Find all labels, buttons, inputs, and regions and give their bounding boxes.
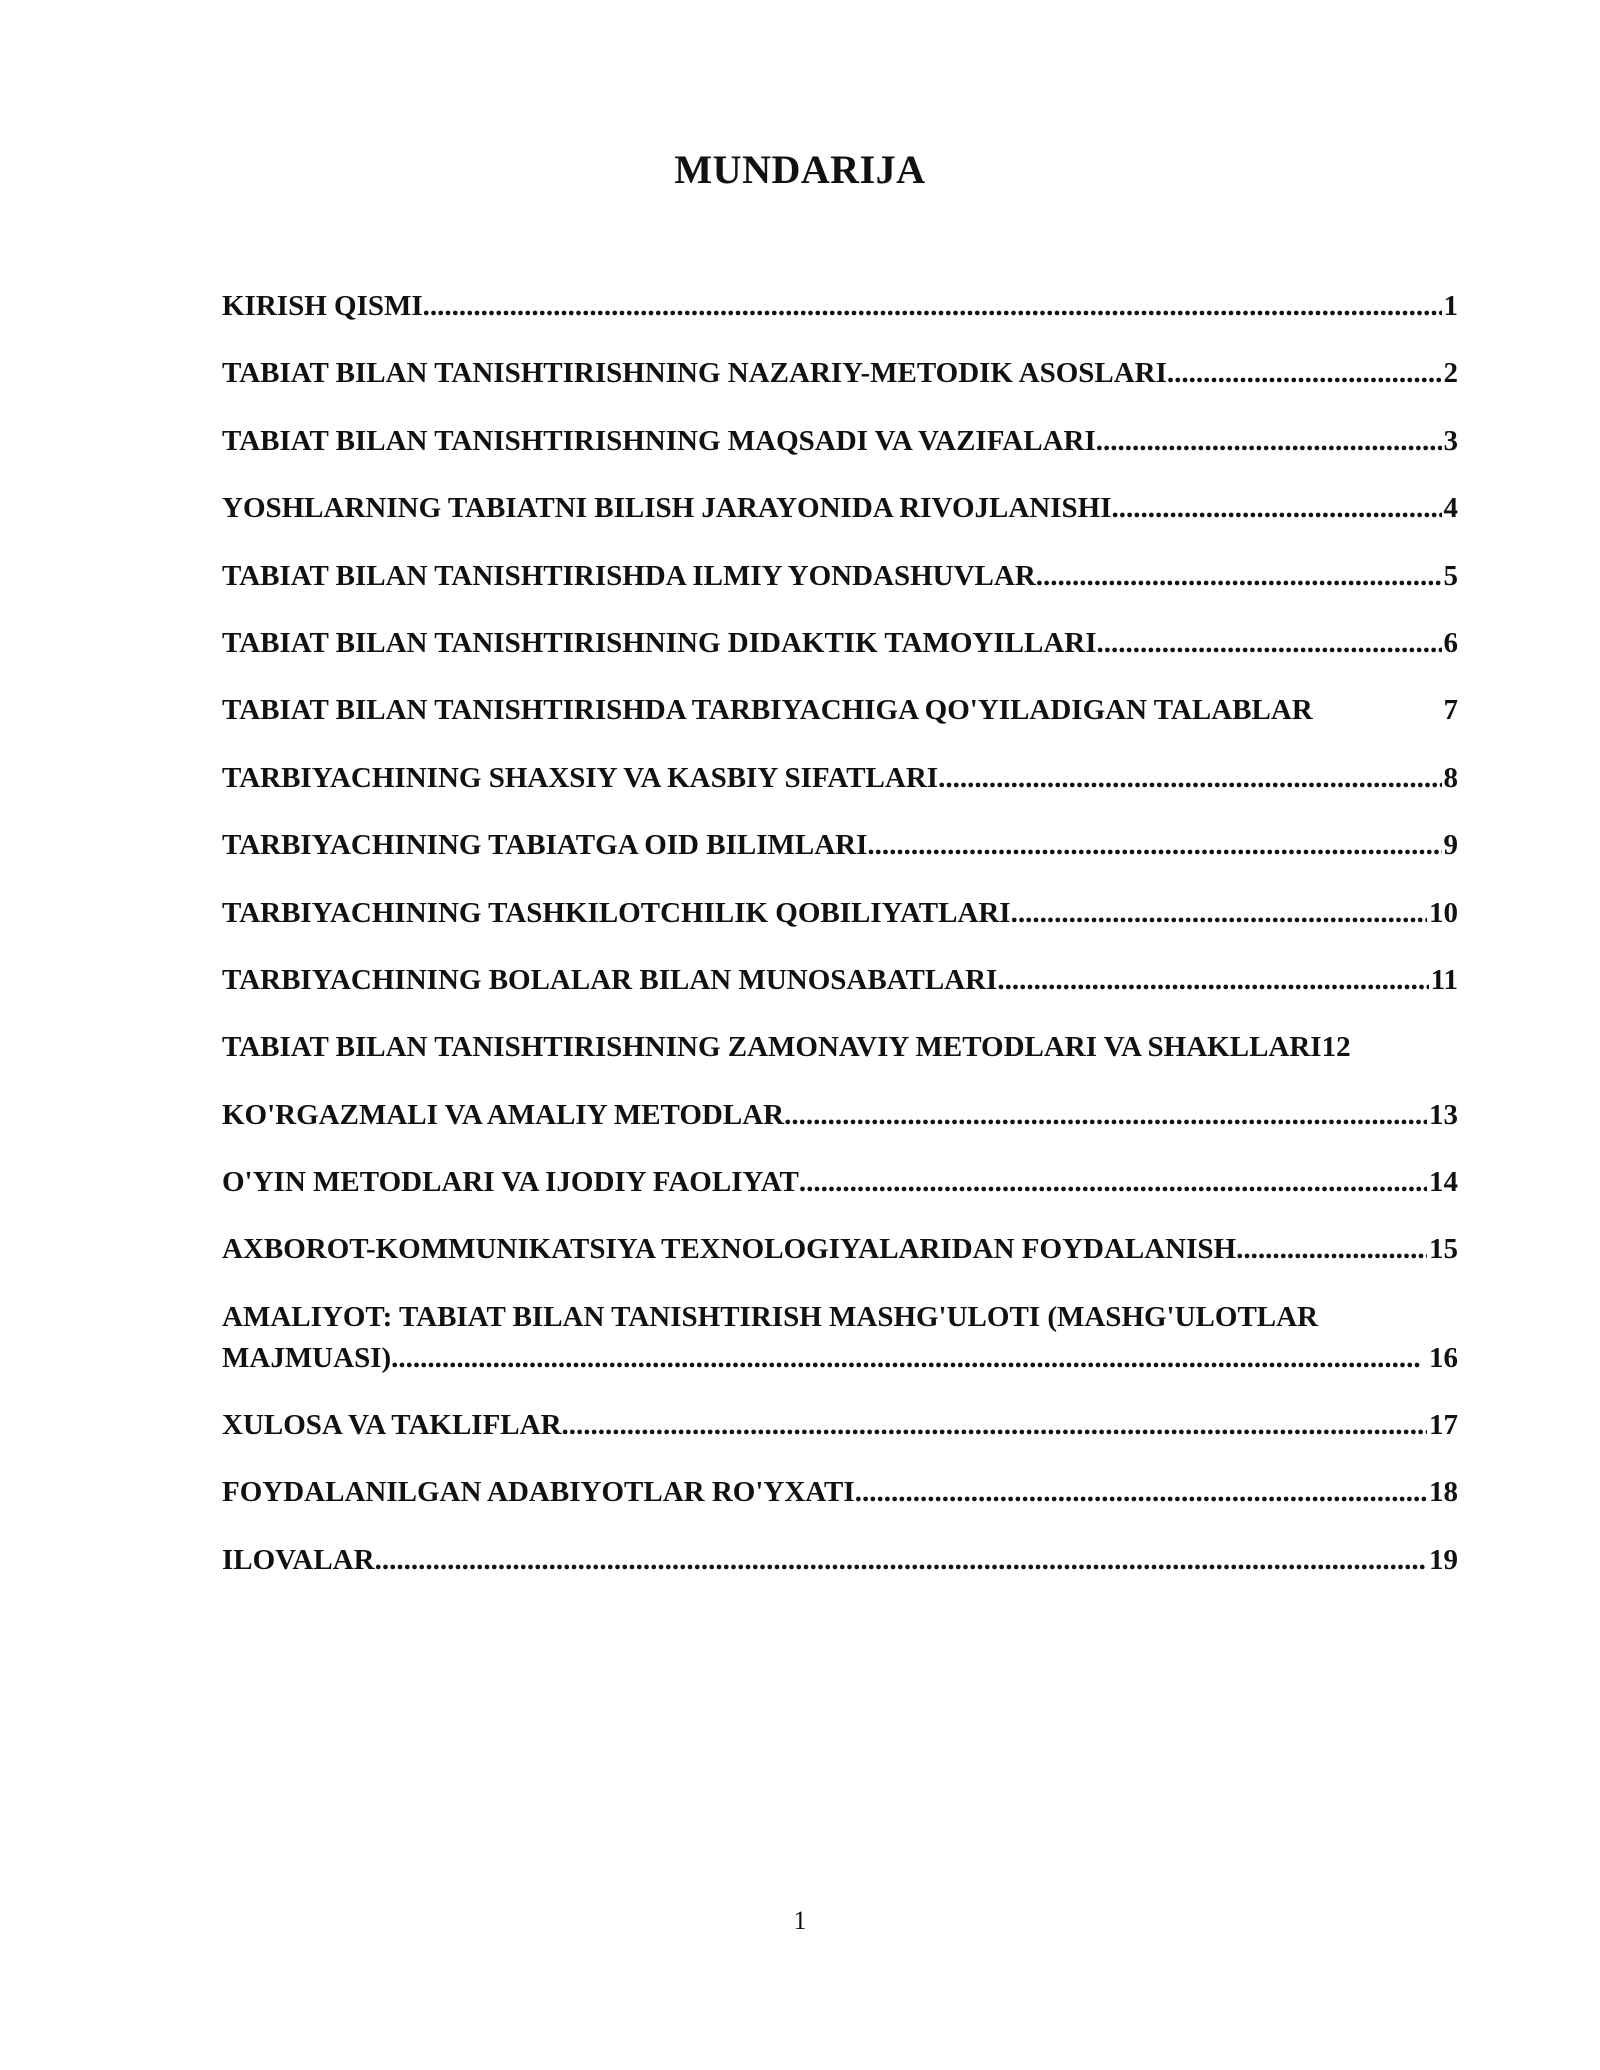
toc-entry-page: 11 xyxy=(1430,963,1458,996)
toc-entry-page: 13 xyxy=(1429,1098,1458,1131)
toc-leader-dots xyxy=(1036,560,1442,593)
toc-leader-dots xyxy=(562,1409,1427,1442)
toc-entry-page: 9 xyxy=(1443,829,1458,862)
toc-entry-maqsadi-vazifalari[interactable] xyxy=(222,425,1458,492)
toc-entry-page: 16 xyxy=(1429,1341,1458,1374)
toc-entry-page: 19 xyxy=(1429,1543,1458,1576)
toc-entry-bolalar-munosabatlari[interactable] xyxy=(222,964,1458,1031)
toc-entry-page: 12 xyxy=(1321,1031,1351,1064)
toc-leader-dots xyxy=(375,1544,1427,1577)
toc-entry-amaliyot-mashgulot[interactable] xyxy=(222,1301,1458,1409)
toc-entry-title: XULOSA VA TAKLIFLAR xyxy=(222,1408,562,1441)
page-number: 1 xyxy=(793,1906,807,1935)
toc-entry-page: 8 xyxy=(1443,761,1458,794)
toc-entry-title: ILOVALAR xyxy=(222,1543,375,1576)
toc-leader-dots xyxy=(997,964,1428,997)
toc-entry-korgazmali-amaliy[interactable] xyxy=(222,1099,1458,1166)
toc-entry-didaktik-tamoyillari[interactable] xyxy=(222,627,1458,694)
page-title: MUNDARIJA xyxy=(674,147,926,192)
toc-entry-title: TARBIYACHINING TABIATGA OID BILIMLARI xyxy=(222,829,868,862)
toc-entry-page: 7 xyxy=(1443,694,1458,727)
toc-entry-page: 17 xyxy=(1429,1408,1458,1441)
toc-entry-ilmiy-yondashuvlar[interactable] xyxy=(222,560,1458,627)
toc-leader-dots xyxy=(1167,357,1442,390)
table-of-contents xyxy=(222,290,1458,1611)
toc-entry-axborot-kommunikatsiya[interactable] xyxy=(222,1233,1458,1300)
toc-entry-title: FOYDALANILGAN ADABIYOTLAR RO'YXATI xyxy=(222,1476,855,1509)
toc-entry-title: TARBIYACHINING BOLALAR BILAN MUNOSABATLARI xyxy=(222,963,998,996)
toc-entry-title: O'YIN METODLARI VA IJODIY FAOLIYAT xyxy=(222,1166,799,1199)
toc-leader-dots xyxy=(784,1099,1427,1132)
toc-entry-tashkilotchilik[interactable] xyxy=(222,897,1458,964)
toc-entry-page: 2 xyxy=(1443,357,1458,390)
toc-leader-dots xyxy=(1097,627,1442,660)
toc-entry-page: 10 xyxy=(1429,896,1458,929)
toc-entry-page: 6 xyxy=(1443,626,1458,659)
toc-entry-tarbiyachiga-talablar[interactable] xyxy=(222,694,1458,761)
toc-leader-dots xyxy=(938,762,1441,795)
toc-entry-title: TABIAT BILAN TANISHTIRISHNING NAZARIY-METODIK ASOSLARI xyxy=(222,357,1167,390)
toc-entry-title: AMALIYOT: TABIAT BILAN TANISHTIRISH MASHG'ULOTI (MASHG'ULOTLAR xyxy=(222,1300,1319,1333)
toc-entry-title: AXBOROT-KOMMUNIKATSIYA TEXNOLOGIYALARIDAN FOYDALANISH xyxy=(222,1233,1237,1266)
toc-entry-page: 3 xyxy=(1443,424,1458,457)
toc-entry-title: YOSHLARNING TABIATNI BILISH JARAYONIDA RIVOJLANISHI xyxy=(222,492,1112,525)
toc-leader-dots xyxy=(391,1342,1421,1375)
toc-entry-title-continued: MAJMUASI) xyxy=(222,1341,392,1374)
toc-leader-dots xyxy=(1011,897,1427,930)
toc-entry-zamonaviy-metodlari[interactable] xyxy=(222,1031,1458,1098)
toc-entry-yoshlarning[interactable] xyxy=(222,492,1458,559)
toc-entry-title: KO'RGAZMALI VA AMALIY METODLAR xyxy=(222,1098,785,1131)
toc-leader-dots xyxy=(1096,425,1442,458)
toc-leader-dots xyxy=(799,1166,1427,1199)
toc-entry-nazariy-metodik[interactable] xyxy=(222,357,1458,424)
toc-entry-adabiyotlar[interactable] xyxy=(222,1476,1458,1543)
toc-entry-shaxsiy-kasbiy[interactable] xyxy=(222,762,1458,829)
toc-entry-title: TABIAT BILAN TANISHTIRISHDA TARBIYACHIGA QO'YILADIGAN TALABLAR xyxy=(222,694,1313,727)
toc-entry-title: TABIAT BILAN TANISHTIRISHNING MAQSADI VA VAZIFALARI xyxy=(222,424,1096,457)
toc-entry-oyin-metodlari[interactable] xyxy=(222,1166,1458,1233)
toc-leader-dots xyxy=(1236,1233,1427,1266)
toc-leader-dots xyxy=(855,1476,1427,1509)
toc-entry-page: 14 xyxy=(1429,1166,1458,1199)
toc-entry-xulosa-takliflar[interactable] xyxy=(222,1409,1458,1476)
toc-leader-dots xyxy=(423,290,1442,323)
toc-entry-title: TARBIYACHINING SHAXSIY VA KASBIY SIFATLARI xyxy=(222,761,939,794)
toc-entry-page: 5 xyxy=(1443,559,1458,592)
toc-entry-title: TABIAT BILAN TANISHTIRISHDA ILMIY YONDASHUVLAR xyxy=(222,559,1036,592)
toc-leader-dots xyxy=(1112,492,1442,525)
toc-entry-title: TARBIYACHINING TASHKILOTCHILIK QOBILIYATLARI xyxy=(222,896,1011,929)
toc-entry-page: 15 xyxy=(1429,1233,1458,1266)
toc-entry-ilovalar[interactable] xyxy=(222,1544,1458,1611)
toc-entry-line xyxy=(222,1342,1458,1383)
toc-entry-line xyxy=(222,1301,1458,1342)
toc-entry-title: TABIAT BILAN TANISHTIRISHNING ZAMONAVIY METODLARI VA SHAKLLARI xyxy=(222,1031,1322,1064)
toc-entry-title: TABIAT BILAN TANISHTIRISHNING DIDAKTIK TAMOYILLARI xyxy=(222,626,1097,659)
toc-entry-tabiatga-oid[interactable] xyxy=(222,829,1458,896)
toc-entry-kirish[interactable] xyxy=(222,290,1458,357)
toc-entry-page: 18 xyxy=(1429,1476,1458,1509)
toc-entry-page: 4 xyxy=(1443,492,1458,525)
toc-entry-page: 1 xyxy=(1443,290,1458,322)
toc-entry-title: KIRISH QISMI xyxy=(222,290,423,322)
toc-leader-dots xyxy=(867,829,1441,862)
